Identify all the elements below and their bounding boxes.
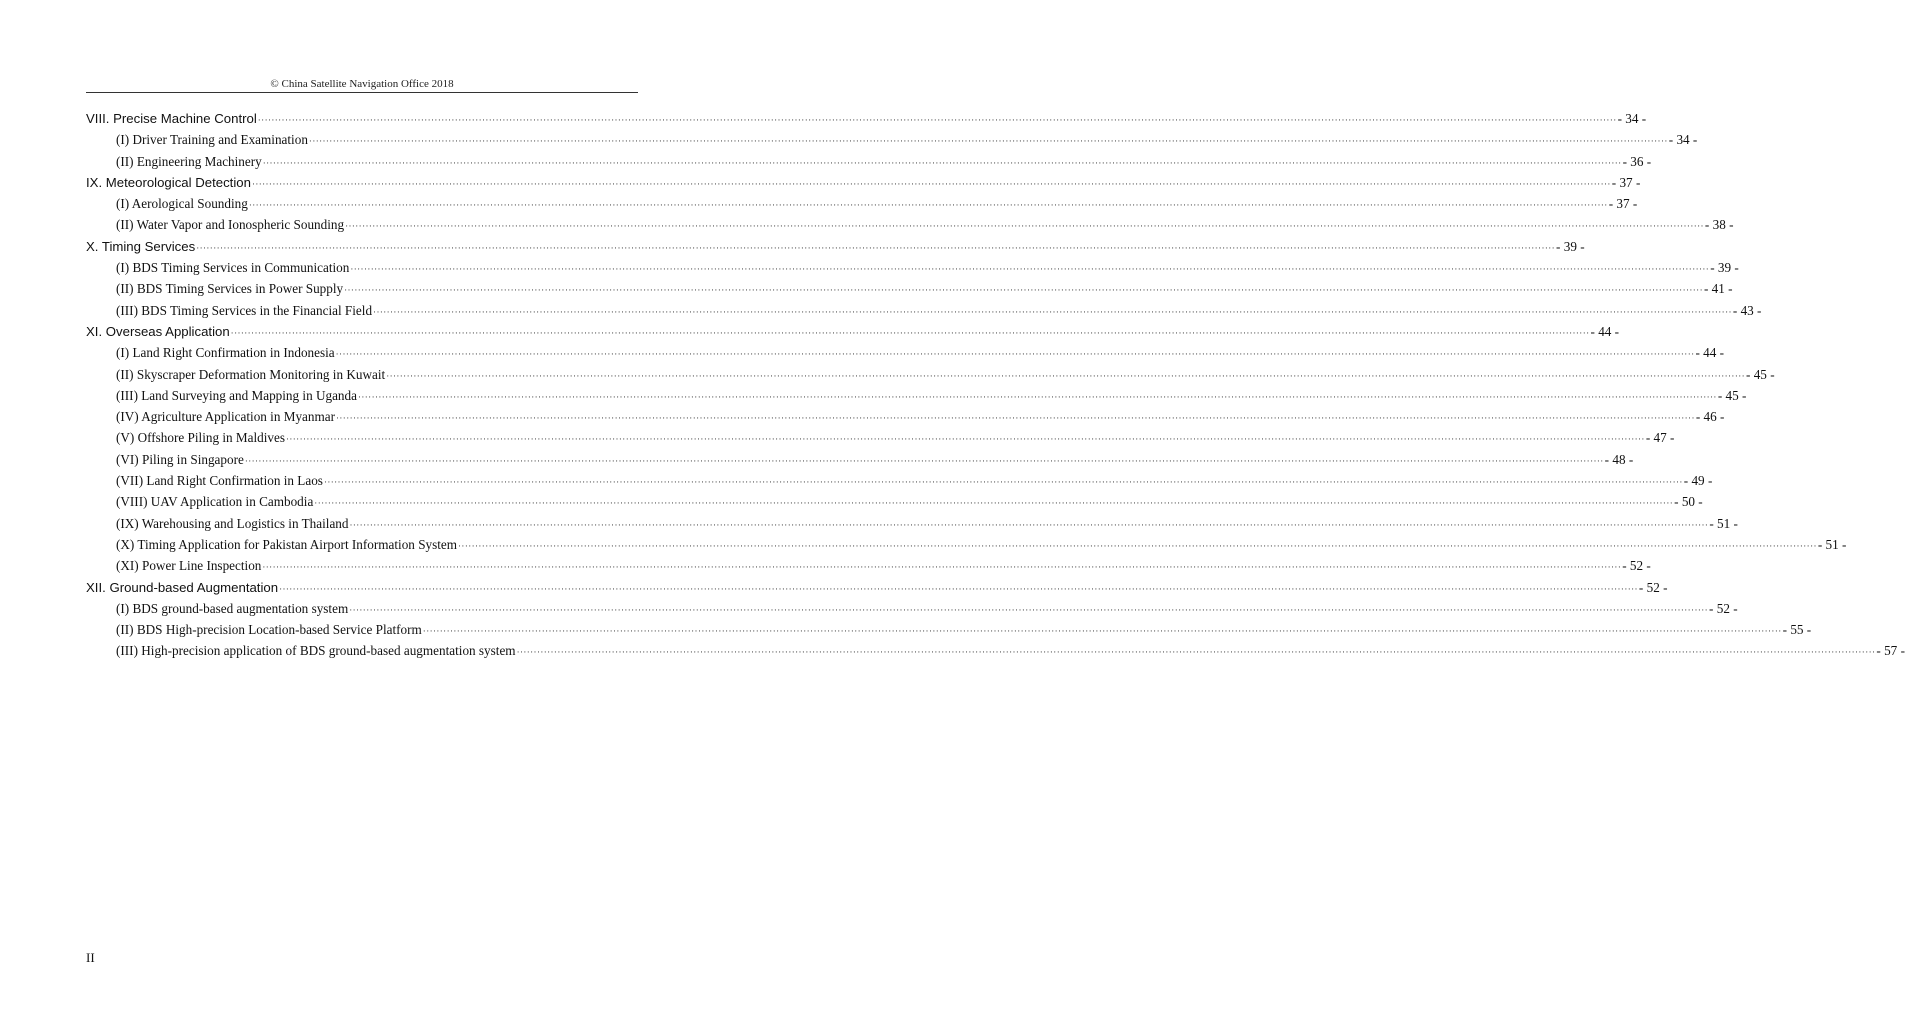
toc-entry-page: - 50 - [1674, 494, 1703, 510]
toc-entry-title: (I) Aerological Sounding [116, 196, 248, 212]
toc-dot-leader: ················································································································································································································································································································································································································ [196, 242, 1556, 253]
toc-entry-title: (II) Engineering Machinery [116, 153, 262, 169]
toc-entry-title: (III) Land Surveying and Mapping in Uganda [116, 387, 357, 403]
toc-section-entry[interactable] [86, 513, 1738, 534]
toc-entry-page: - 39 - [1556, 238, 1585, 254]
toc-dot-leader: ················································································································································································································································································································································································································ [248, 200, 1608, 211]
toc-entry-page: - 48 - [1604, 451, 1634, 467]
toc-entry-title: (III) BDS Timing Services in the Financial Field [116, 302, 373, 318]
toc-dot-leader: ················································································································································································································································································································································································································ [262, 157, 1622, 168]
toc-entry-title: (I) Land Right Confirmation in Indonesia [116, 345, 335, 361]
toc-chapter-entry[interactable] [86, 321, 1620, 342]
toc-section-entry[interactable] [86, 555, 1651, 576]
toc-entry-title: (VIII) UAV Application in Cambodia [116, 494, 314, 510]
toc-entry-title: (VII) Land Right Confirmation in Laos [116, 473, 323, 489]
toc-section-entry[interactable] [86, 406, 1725, 427]
toc-section-entry[interactable] [86, 619, 1812, 640]
toc-entry-page: - 46 - [1695, 409, 1725, 425]
toc-entry-title: (XI) Power Line Inspection [116, 558, 262, 574]
toc-dot-leader: ················································································································································································································································································································································································································ [350, 264, 1710, 275]
toc-dot-leader: ················································································································································································································································································································································································································ [251, 178, 1611, 189]
toc-entry-page: - 45 - [1717, 387, 1747, 403]
toc-dot-leader: ················································································································································································································································································································································································································ [230, 327, 1590, 338]
table-of-contents [86, 108, 1905, 662]
toc-entry-title: (II) BDS Timing Services in Power Supply [116, 281, 344, 297]
toc-dot-leader: ················································································································································································································································································································································································································ [285, 434, 1645, 445]
toc-entry-title: VIII. Precise Machine Control [86, 111, 257, 126]
toc-section-entry[interactable] [86, 214, 1734, 235]
toc-dot-leader: ················································································································································································································································································································································································································ [314, 498, 1674, 509]
page-number: II [86, 950, 95, 965]
toc-entry-title: (I) BDS Timing Services in Communication [116, 260, 350, 276]
toc-section-entry[interactable] [86, 257, 1739, 278]
toc-entry-title: XI. Overseas Application [86, 323, 230, 339]
toc-dot-leader: ················································································································································································································································································································································································································ [373, 306, 1732, 317]
toc-section-entry[interactable] [86, 449, 1634, 470]
toc-entry-title: (II) Water Vapor and Ionospheric Sounding [116, 217, 345, 233]
toc-section-entry[interactable] [86, 491, 1703, 512]
toc-entry-title: (I) BDS ground-based augmentation system [116, 600, 349, 616]
toc-dot-leader: ················································································································································································································································································································································································································ [335, 349, 1695, 360]
toc-dot-leader: ················································································································································································································································································································································································································ [516, 647, 1876, 658]
toc-section-entry[interactable] [86, 342, 1725, 363]
toc-entry-page: - 49 - [1683, 473, 1713, 489]
toc-entry-page: - 37 - [1608, 196, 1638, 212]
toc-dot-leader: ················································································································································································································································································································································································································ [279, 583, 1638, 594]
toc-section-entry[interactable] [86, 470, 1713, 491]
toc-entry-page: - 55 - [1782, 622, 1812, 638]
toc-dot-leader: ················································································································································································································································································································································································································ [344, 285, 1703, 296]
header-rule [86, 92, 638, 93]
toc-entry-title: (IV) Agriculture Application in Myanmar [116, 409, 336, 425]
toc-dot-leader: ················································································································································································································································································································································································································ [422, 626, 1782, 637]
toc-dot-leader: ················································································································································································································································································································································································································ [357, 391, 1717, 402]
toc-chapter-entry[interactable] [86, 236, 1585, 257]
toc-entry-page: - 34 - [1617, 111, 1647, 126]
toc-entry-page: - 44 - [1695, 345, 1725, 361]
toc-section-entry[interactable] [86, 534, 1847, 555]
toc-section-entry[interactable] [86, 193, 1638, 214]
toc-entry-page: - 52 - [1709, 600, 1738, 616]
toc-entry-title: (V) Offshore Piling in Maldives [116, 430, 285, 446]
toc-chapter-entry[interactable] [86, 108, 1647, 129]
toc-dot-leader: ················································································································································································································································································································································································································ [257, 115, 1617, 125]
toc-entry-title: (II) BDS High-precision Location-based Service Platform [116, 622, 422, 638]
toc-entry-page: - 36 - [1622, 153, 1652, 169]
toc-entry-page: - 44 - [1590, 323, 1620, 339]
toc-entry-page: - 57 - [1876, 643, 1905, 659]
toc-section-entry[interactable] [86, 385, 1747, 406]
toc-entry-title: (III) High-precision application of BDS ground-based augmentation system [116, 643, 516, 659]
toc-entry-page: - 52 - [1622, 558, 1651, 574]
toc-dot-leader: ················································································································································································································································································································································································································ [349, 519, 1709, 530]
toc-chapter-entry[interactable] [86, 577, 1668, 598]
toc-dot-leader: ················································································································································································································································································································································································································ [349, 604, 1709, 615]
toc-dot-leader: ················································································································································································································································································································································································································ [323, 477, 1683, 488]
toc-dot-leader: ················································································································································································································································································································································································································ [308, 136, 1668, 147]
toc-section-entry[interactable] [86, 427, 1675, 448]
toc-entry-page: - 34 - [1668, 132, 1698, 148]
toc-entry-page: - 51 - [1817, 536, 1847, 552]
toc-section-entry[interactable] [86, 129, 1698, 150]
toc-section-entry[interactable] [86, 151, 1652, 172]
toc-entry-page: - 41 - [1703, 281, 1733, 297]
toc-chapter-entry[interactable] [86, 172, 1641, 193]
toc-dot-leader: ················································································································································································································································································································································································································ [262, 562, 1622, 573]
toc-entry-page: - 47 - [1645, 430, 1675, 446]
toc-dot-leader: ················································································································································································································································································································································································································ [386, 370, 1746, 381]
toc-entry-title: IX. Meteorological Detection [86, 174, 251, 190]
toc-entry-title: (I) Driver Training and Examination [116, 132, 308, 148]
toc-entry-title: (IX) Warehousing and Logistics in Thailand [116, 515, 349, 531]
toc-section-entry[interactable] [86, 364, 1775, 385]
toc-dot-leader: ················································································································································································································································································································································································································ [244, 455, 1604, 466]
toc-entry-page: - 52 - [1638, 579, 1668, 595]
toc-entry-title: (II) Skyscraper Deformation Monitoring in Kuwait [116, 366, 386, 382]
toc-dot-leader: ················································································································································································································································································································································································································ [336, 413, 1695, 424]
toc-entry-title: XII. Ground-based Augmentation [86, 579, 279, 595]
toc-entry-page: - 37 - [1611, 174, 1641, 190]
toc-section-entry[interactable] [86, 300, 1762, 321]
toc-section-entry[interactable] [86, 598, 1738, 619]
toc-section-entry[interactable] [86, 640, 1905, 661]
toc-entry-title: (VI) Piling in Singapore [116, 451, 244, 467]
toc-entry-title: X. Timing Services [86, 238, 196, 254]
toc-entry-page: - 51 - [1709, 515, 1738, 531]
toc-entry-page: - 39 - [1710, 260, 1739, 276]
toc-section-entry[interactable] [86, 278, 1733, 299]
toc-dot-leader: ················································································································································································································································································································································································································ [458, 540, 1817, 551]
toc-entry-page: - 45 - [1746, 366, 1775, 382]
toc-entry-page: - 38 - [1704, 217, 1734, 233]
toc-entry-page: - 43 - [1732, 302, 1762, 318]
toc-dot-leader: ················································································································································································································································································································································································································ [345, 221, 1704, 232]
running-header: © China Satellite Navigation Office 2018 [270, 78, 454, 90]
toc-entry-title: (X) Timing Application for Pakistan Airport Information System [116, 536, 458, 552]
